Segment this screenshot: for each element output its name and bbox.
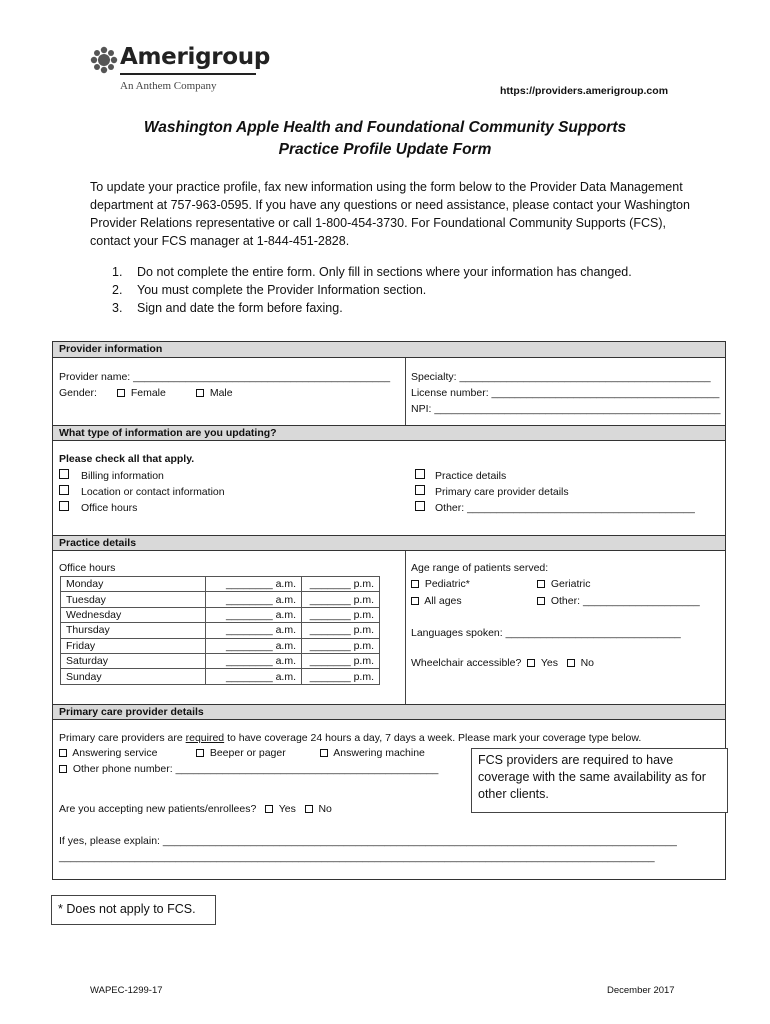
list-item: 1. Do not complete the entire form. Only fill in sections where your information has changed. [112,265,632,279]
sunday-am-field[interactable]: ________ a.m. [206,669,302,684]
answering-machine-checkbox[interactable] [320,749,328,757]
option-office-hours[interactable]: Office hours [59,501,137,514]
office-hours-label: Office hours [59,562,116,574]
practice-details-heading: Practice details [53,535,725,551]
option-billing[interactable]: Billing information [59,469,164,482]
list-item: 3. Sign and date the form before faxing. [112,301,343,315]
age-range-label: Age range of patients served: [411,562,549,574]
monday-pm-field[interactable]: _______ p.m. [302,577,380,592]
thursday-pm-field[interactable]: _______ p.m. [302,623,380,638]
provider-name-field[interactable]: Provider name: ____________________________________________ [59,371,391,383]
age-other-option[interactable]: Other: ____________________ [537,595,700,607]
logo-name: Amerigroup [120,44,271,70]
pediatric-checkbox[interactable] [411,580,419,588]
explain-field[interactable]: If yes, please explain: ________________________________________________________________________________________ [59,835,677,847]
languages-field[interactable]: Languages spoken: ______________________________ [411,627,681,639]
male-checkbox[interactable] [196,389,204,397]
tuesday-am-field[interactable]: ________ a.m. [206,592,302,607]
beeper-checkbox[interactable] [196,749,204,757]
option-other[interactable]: Other: _______________________________________ [415,501,695,514]
other-phone-option[interactable]: Other phone number: _____________________________________________ [59,763,438,775]
option-location[interactable]: Location or contact information [59,485,225,498]
table-row: Wednesday ________ a.m. _______ p.m. [61,607,380,622]
all-ages-checkbox[interactable] [411,597,419,605]
friday-am-field[interactable]: ________ a.m. [206,638,302,653]
provider-info-divider [405,358,406,425]
wheelchair-question: Wheelchair accessible? Yes No [411,657,594,669]
other-checkbox[interactable] [415,501,425,511]
table-row: Tuesday ________ a.m. _______ p.m. [61,592,380,607]
table-row: Monday ________ a.m. _______ p.m. [61,577,380,592]
female-checkbox[interactable] [117,389,125,397]
specialty-field[interactable]: Specialty: ___________________________________________ [411,371,711,383]
form-subtitle: Practice Profile Update Form [278,141,492,158]
gender-label: Gender: [59,387,97,399]
thursday-am-field[interactable]: ________ a.m. [206,623,302,638]
table-row: Saturday ________ a.m. _______ p.m. [61,653,380,668]
fcs-footnote: * Does not apply to FCS. [51,895,216,925]
gender-male-option[interactable]: Male [196,387,233,399]
fcs-note-callout: FCS providers are required to have coverage with the same availability as for other clients. [471,748,728,813]
table-row: Thursday ________ a.m. _______ p.m. [61,623,380,638]
age-all-option[interactable]: All ages [411,595,462,607]
table-row: Friday ________ a.m. _______ p.m. [61,638,380,653]
office-hours-checkbox[interactable] [59,501,69,511]
friday-pm-field[interactable]: _______ p.m. [302,638,380,653]
company-logo [90,42,271,94]
accepting-no-checkbox[interactable] [305,805,313,813]
billing-checkbox[interactable] [59,469,69,479]
check-all-instruction: Please check all that apply. [59,453,195,465]
form-id: WAPEC-1299-17 [90,985,163,996]
form-title: Washington Apple Health and Foundational Community Supports [143,119,627,136]
logo-emblem-icon [90,46,118,74]
age-pediatric-option[interactable]: Pediatric* [411,578,470,590]
other-phone-checkbox[interactable] [59,765,67,773]
beeper-option[interactable]: Beeper or pager [196,747,286,759]
practice-details-checkbox[interactable] [415,469,425,479]
accepting-yes-checkbox[interactable] [265,805,273,813]
monday-am-field[interactable]: ________ a.m. [206,577,302,592]
list-item: 2. You must complete the Provider Information section. [112,283,427,297]
logo-underline [120,73,256,75]
answering-machine-option[interactable]: Answering machine [320,747,425,759]
age-other-checkbox[interactable] [537,597,545,605]
office-hours-table [60,576,380,685]
wednesday-pm-field[interactable]: _______ p.m. [302,607,380,622]
table-row: Sunday ________ a.m. _______ p.m. [61,669,380,684]
sunday-pm-field[interactable]: _______ p.m. [302,669,380,684]
website-url[interactable]: https://providers.amerigroup.com [500,85,669,97]
pcp-details-checkbox[interactable] [415,485,425,495]
wheelchair-yes-checkbox[interactable] [527,659,535,667]
tuesday-pm-field[interactable]: _______ p.m. [302,592,380,607]
age-geriatric-option[interactable]: Geriatric [537,578,591,590]
form-date: December 2017 [607,985,675,996]
coverage-statement: Primary care providers are required to have coverage 24 hours a day, 7 days a week. Please mark your coverage type below. [59,732,642,744]
practice-details-divider [405,551,406,704]
provider-info-heading: Provider information [53,342,725,358]
gender-female-option[interactable]: Female [117,387,166,399]
npi-field[interactable]: NPI: _________________________________________________ [411,403,721,415]
geriatric-checkbox[interactable] [537,580,545,588]
location-checkbox[interactable] [59,485,69,495]
pcp-details-heading: Primary care provider details [53,704,725,720]
wednesday-am-field[interactable]: ________ a.m. [206,607,302,622]
license-number-field[interactable]: License number: _______________________________________ [411,387,720,399]
option-pcp-details[interactable]: Primary care provider details [415,485,569,498]
answering-service-option[interactable]: Answering service [59,747,157,759]
accepting-patients-question: Are you accepting new patients/enrollees? Yes No [59,803,332,815]
saturday-am-field[interactable]: ________ a.m. [206,653,302,668]
wheelchair-no-checkbox[interactable] [567,659,575,667]
update-type-heading: What type of information are you updating? [53,425,725,441]
saturday-pm-field[interactable]: _______ p.m. [302,653,380,668]
explain-line[interactable]: ______________________________________________________________________________________________________ [59,851,655,863]
intro-paragraph: To update your practice profile, fax new information using the form below to the Provider Data Management department at 757-963-0595. If you have any questions or need assistance, please contact your Washington Provider Relations representative or call 1-800-454-3730. For Foundational Community Supports (FCS), contact your FCS manager at 1-844-451-2828. [90,180,690,248]
logo-tagline: An Anthem Company [120,80,217,92]
option-practice-details[interactable]: Practice details [415,469,506,482]
instruction-list [112,263,632,317]
answering-service-checkbox[interactable] [59,749,67,757]
